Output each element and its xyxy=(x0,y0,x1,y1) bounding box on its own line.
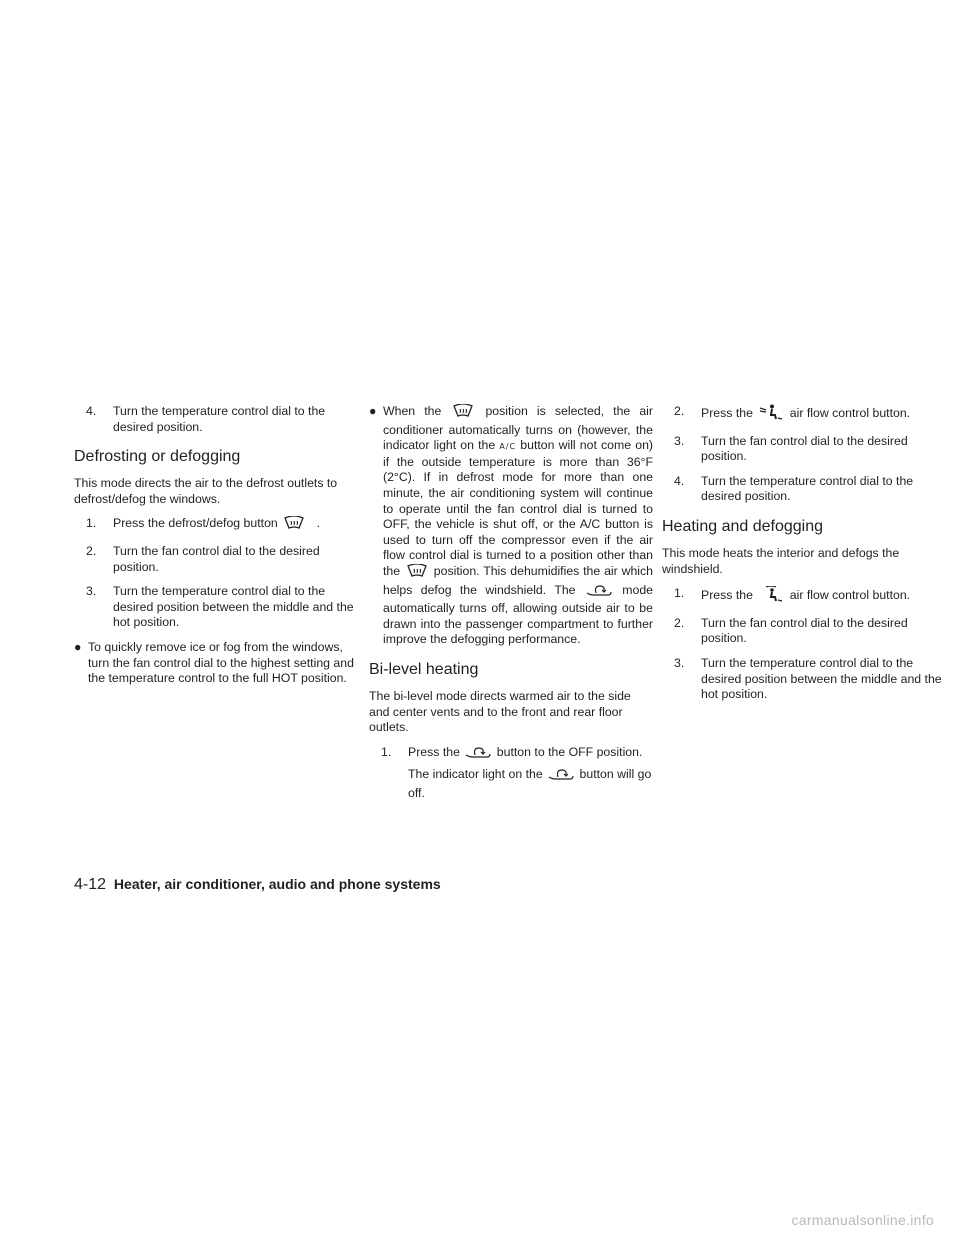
bi-level-icon xyxy=(758,404,784,425)
step-2-bilevel-button xyxy=(674,404,946,425)
step-text-a: Press the xyxy=(701,588,753,603)
step-text-b: button to the OFF position. xyxy=(496,744,643,759)
bullet-defrost-ac xyxy=(369,404,653,648)
step-text-c: The indicator light on the xyxy=(408,767,543,782)
step-text: Turn the fan control dial to the desired position. xyxy=(701,615,908,646)
step-text-d: button will go off. xyxy=(408,767,652,800)
step-text: Turn the fan control dial to the desired position. xyxy=(113,543,320,574)
step-text: Turn the temperature control dial to the desired position between the middle and the hot position. xyxy=(113,584,354,630)
step-3-temperature xyxy=(674,656,946,703)
heading-heating-defogging: Heating and defogging xyxy=(662,517,824,535)
air-recirculation-icon xyxy=(548,767,574,786)
page-number: 4-12 xyxy=(74,876,107,893)
step-text-b: air flow control button. xyxy=(789,588,911,603)
page-footer xyxy=(74,876,441,894)
step-4-temperature xyxy=(86,404,358,435)
step-text: Turn the fan control dial to the desired position. xyxy=(701,433,908,464)
air-recirculation-icon xyxy=(465,745,491,764)
step-number: 3. xyxy=(674,433,685,448)
bullet-dot: ● xyxy=(369,404,377,418)
heading-bi-level: Bi-level heating xyxy=(369,660,479,678)
heat-defog-icon xyxy=(758,586,784,607)
bullet-text-e: mode automatically turns off, allowing outside air to be drawn into the passenger compartment to further improve the defogging performance. xyxy=(383,582,653,647)
step-text: Turn the temperature control dial to the desired position. xyxy=(701,473,914,504)
step-4-temperature xyxy=(674,474,946,505)
step-number: 3. xyxy=(86,584,97,599)
step-3-fan xyxy=(674,434,946,465)
bullet-quick-defrost xyxy=(74,640,358,687)
step-number: 4. xyxy=(674,473,685,488)
heading-defrosting: Defrosting or defogging xyxy=(74,448,241,466)
watermark: carmanualsonline.info xyxy=(791,1212,934,1228)
step-text: Turn the temperature control dial to the desired position. xyxy=(113,404,326,434)
step-number: 2. xyxy=(674,615,685,630)
step-number: 1. xyxy=(381,744,392,759)
step-3-temperature xyxy=(86,584,358,631)
air-recirculation-icon xyxy=(586,583,612,602)
bullet-text-a: When the xyxy=(383,404,442,418)
step-text-a: Press the xyxy=(701,406,753,420)
heating-defog-intro: This mode heats the interior and defogs the windshield. xyxy=(662,545,900,576)
step-number: 2. xyxy=(86,543,97,558)
step-number: 4. xyxy=(86,404,97,418)
column-left xyxy=(74,404,358,695)
step-2-fan xyxy=(86,544,358,575)
step-text: Turn the temperature control dial to the desired position between the middle and the hot position. xyxy=(701,655,942,702)
step-subtext xyxy=(408,767,653,801)
step-number: 1. xyxy=(674,586,685,601)
bullet-dot: ● xyxy=(74,639,82,654)
bi-level-intro: The bi-level mode directs warmed air to the side and center vents and to the front and rear floor outlets. xyxy=(369,688,631,735)
defrost-icon xyxy=(283,516,305,535)
bullet-text-d: position. This dehumidifies the air which helps defog the windshield. The xyxy=(383,563,654,597)
ac-icon: A/C xyxy=(499,442,517,452)
bullet-text-c: button will not come on) if the outside temperature is more than 36°F (2°C). If in defrost mode for more than one minute, the air conditioning system will continue to operate until the fan control dial is turned to OFF, the vehicle is shut off, or the A/C button is used to turn off the compressor even if the air flow control dial is turned to a position other than the xyxy=(383,438,654,578)
column-middle xyxy=(369,404,653,810)
defrost-icon xyxy=(452,404,474,423)
defrost-icon xyxy=(406,564,428,583)
step-1-heat-defog-button xyxy=(674,586,946,607)
section-title: Heater, air conditioner, audio and phone systems xyxy=(113,876,441,892)
step-text-b: air flow control button. xyxy=(789,406,911,420)
step-2-fan xyxy=(674,616,946,647)
defrost-intro: This mode directs the air to the defrost outlets to defrost/defog the windows. xyxy=(74,476,338,506)
step-number: 1. xyxy=(86,516,97,531)
bullet-text-b: position is selected, the air conditioner automatically turns on (however, the indicator light on the xyxy=(383,404,653,453)
step-number: 2. xyxy=(674,404,685,418)
column-right xyxy=(662,404,946,712)
step-end: . xyxy=(316,516,321,531)
step-number: 3. xyxy=(674,655,685,670)
step-1-recirc-off xyxy=(381,745,653,802)
step-text: Press the defrost/defog button xyxy=(113,516,278,531)
step-text-a: Press the xyxy=(408,744,460,759)
step-1-defrost xyxy=(86,516,358,535)
bullet-text: To quickly remove ice or fog from the windows, turn the fan control dial to the highest setting and the temperature control to the full HOT position. xyxy=(88,639,354,686)
